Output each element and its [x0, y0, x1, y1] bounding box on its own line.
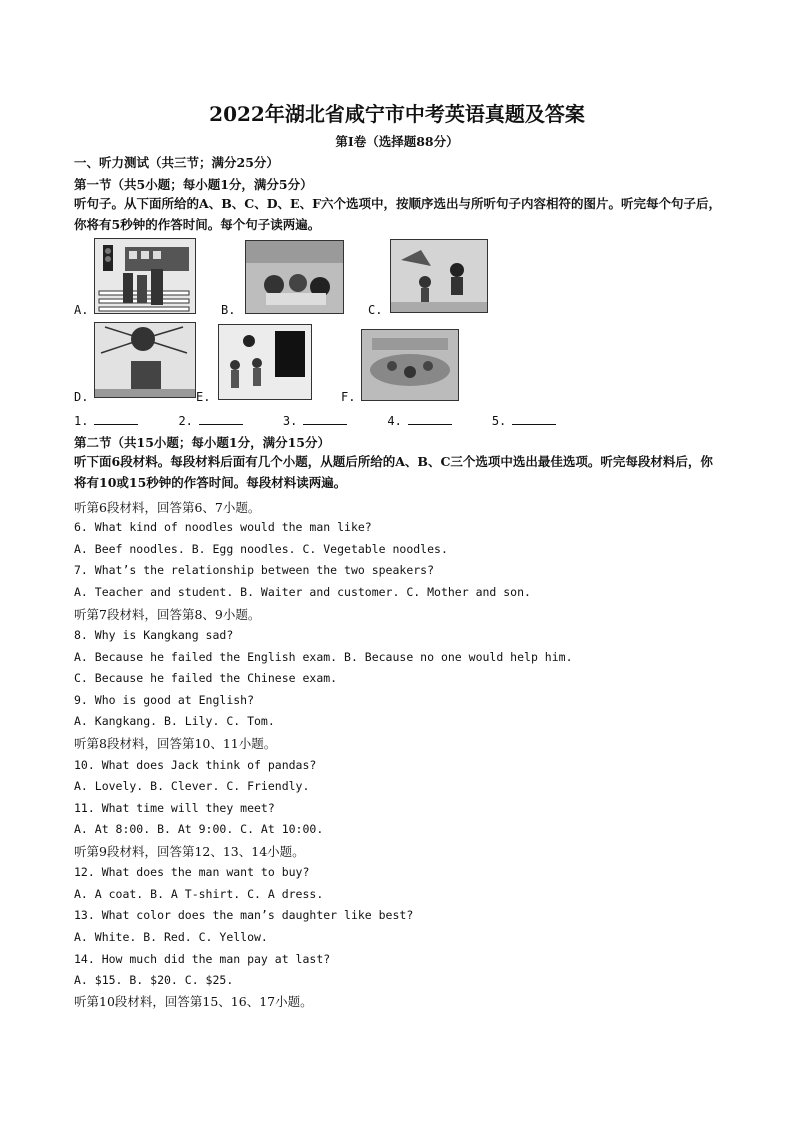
question-11-options: A. At 8:00. B. At 9:00. C. At 10:00. [74, 822, 324, 836]
blank-label-2: 2. [178, 414, 193, 428]
material-9-intro: 听第9段材料，回答第12、13、14小题。 [74, 844, 305, 859]
picture-label-b: B. [221, 303, 236, 317]
question-9: 9. Who is good at English? [74, 693, 255, 707]
section1-instructions: 听句子。从下面所给的A、B、C、D、E、F六个选项中，按顺序选出与所听句子内容相符的图片。听完每个句子后，你将有5秒钟的作答时间。每个句子读两遍。 [74, 196, 721, 232]
page-title: 2022年湖北省咸宁市中考英语真题及答案 [209, 102, 585, 126]
question-12-options: A. A coat. B. A T-shirt. C. A dress. [74, 887, 324, 901]
answer-blank-2[interactable] [199, 412, 243, 425]
question-6: 6. What kind of noodles would the man like? [74, 520, 372, 534]
blank-label-3: 3. [282, 414, 298, 428]
picture-e-kids-with-piano [218, 324, 312, 400]
answer-blank-1[interactable] [94, 412, 138, 425]
picture-label-d: D. [74, 390, 89, 404]
question-13: 13. What color does the man’s daughter like best? [74, 908, 414, 922]
section2-heading: 第二节（共15小题；每小题1分，满分15分） [74, 435, 330, 450]
answer-blank-4[interactable] [408, 412, 452, 425]
question-8-options-ab: A. Because he failed the English exam. B. Because no one would help him. [74, 650, 573, 664]
question-13-options: A. White. B. Red. C. Yellow. [74, 930, 268, 944]
part1-heading: 一、听力测试（共三节；满分25分） [74, 155, 279, 170]
blank-label-5: 5. [491, 414, 507, 428]
blank-label-1: 1. [74, 414, 89, 428]
question-14: 14. How much did the man pay at last? [74, 952, 331, 966]
picture-b-family-picnic [245, 240, 344, 314]
material-10-intro: 听第10段材料，回答第15、16、17小题。 [74, 994, 313, 1009]
question-8: 8. Why is Kangkang sad? [74, 628, 234, 642]
section1-heading: 第一节（共5小题；每小题1分，满分5分） [74, 177, 313, 192]
question-12: 12. What does the man want to buy? [74, 865, 310, 879]
blank-label-4: 4. [387, 414, 402, 428]
answer-blank-3[interactable] [303, 412, 347, 425]
question-6-options: A. Beef noodles. B. Egg noodles. C. Vegetable noodles. [74, 542, 448, 556]
material-6-intro: 听第6段材料，回答第6、7小题。 [74, 500, 261, 515]
page-subtitle: 第Ⅰ卷（选择题88分） [335, 134, 459, 149]
material-8-intro: 听第8段材料，回答第10、11小题。 [74, 736, 277, 751]
picture-label-a: A. [74, 303, 89, 317]
picture-label-c: C. [368, 303, 383, 317]
picture-f-dinner-table [361, 329, 459, 401]
question-14-options: A. $15. B. $20. C. $25. [74, 973, 234, 987]
question-11: 11. What time will they meet? [74, 801, 275, 815]
section2-instructions: 听下面6段材料。每段材料后面有几个小题，从题后所给的A、B、C三个选项中选出最佳选项。听完每段材料后，你将有10或15秒钟的作答时间。每段材料读两遍。 [74, 454, 713, 490]
question-10: 10. What does Jack think of pandas? [74, 758, 317, 772]
question-7-options: A. Teacher and student. B. Waiter and customer. C. Mother and son. [74, 585, 531, 599]
question-7: 7. What’s the relationship between the two speakers? [74, 563, 435, 577]
answer-blanks [74, 412, 596, 428]
picture-label-e: E. [196, 390, 211, 404]
question-10-options: A. Lovely. B. Clever. C. Friendly. [74, 779, 310, 793]
answer-blank-5[interactable] [512, 412, 556, 425]
picture-d-man-under-sun [94, 322, 196, 398]
question-9-options: A. Kangkang. B. Lily. C. Tom. [74, 714, 275, 728]
picture-label-f: F. [341, 390, 356, 404]
picture-a-traffic-crossing [94, 238, 196, 314]
material-7-intro: 听第7段材料，回答第8、9小题。 [74, 607, 261, 622]
question-8-option-c: C. Because he failed the Chinese exam. [74, 671, 338, 685]
picture-c-kids-flying-kite [390, 239, 488, 313]
